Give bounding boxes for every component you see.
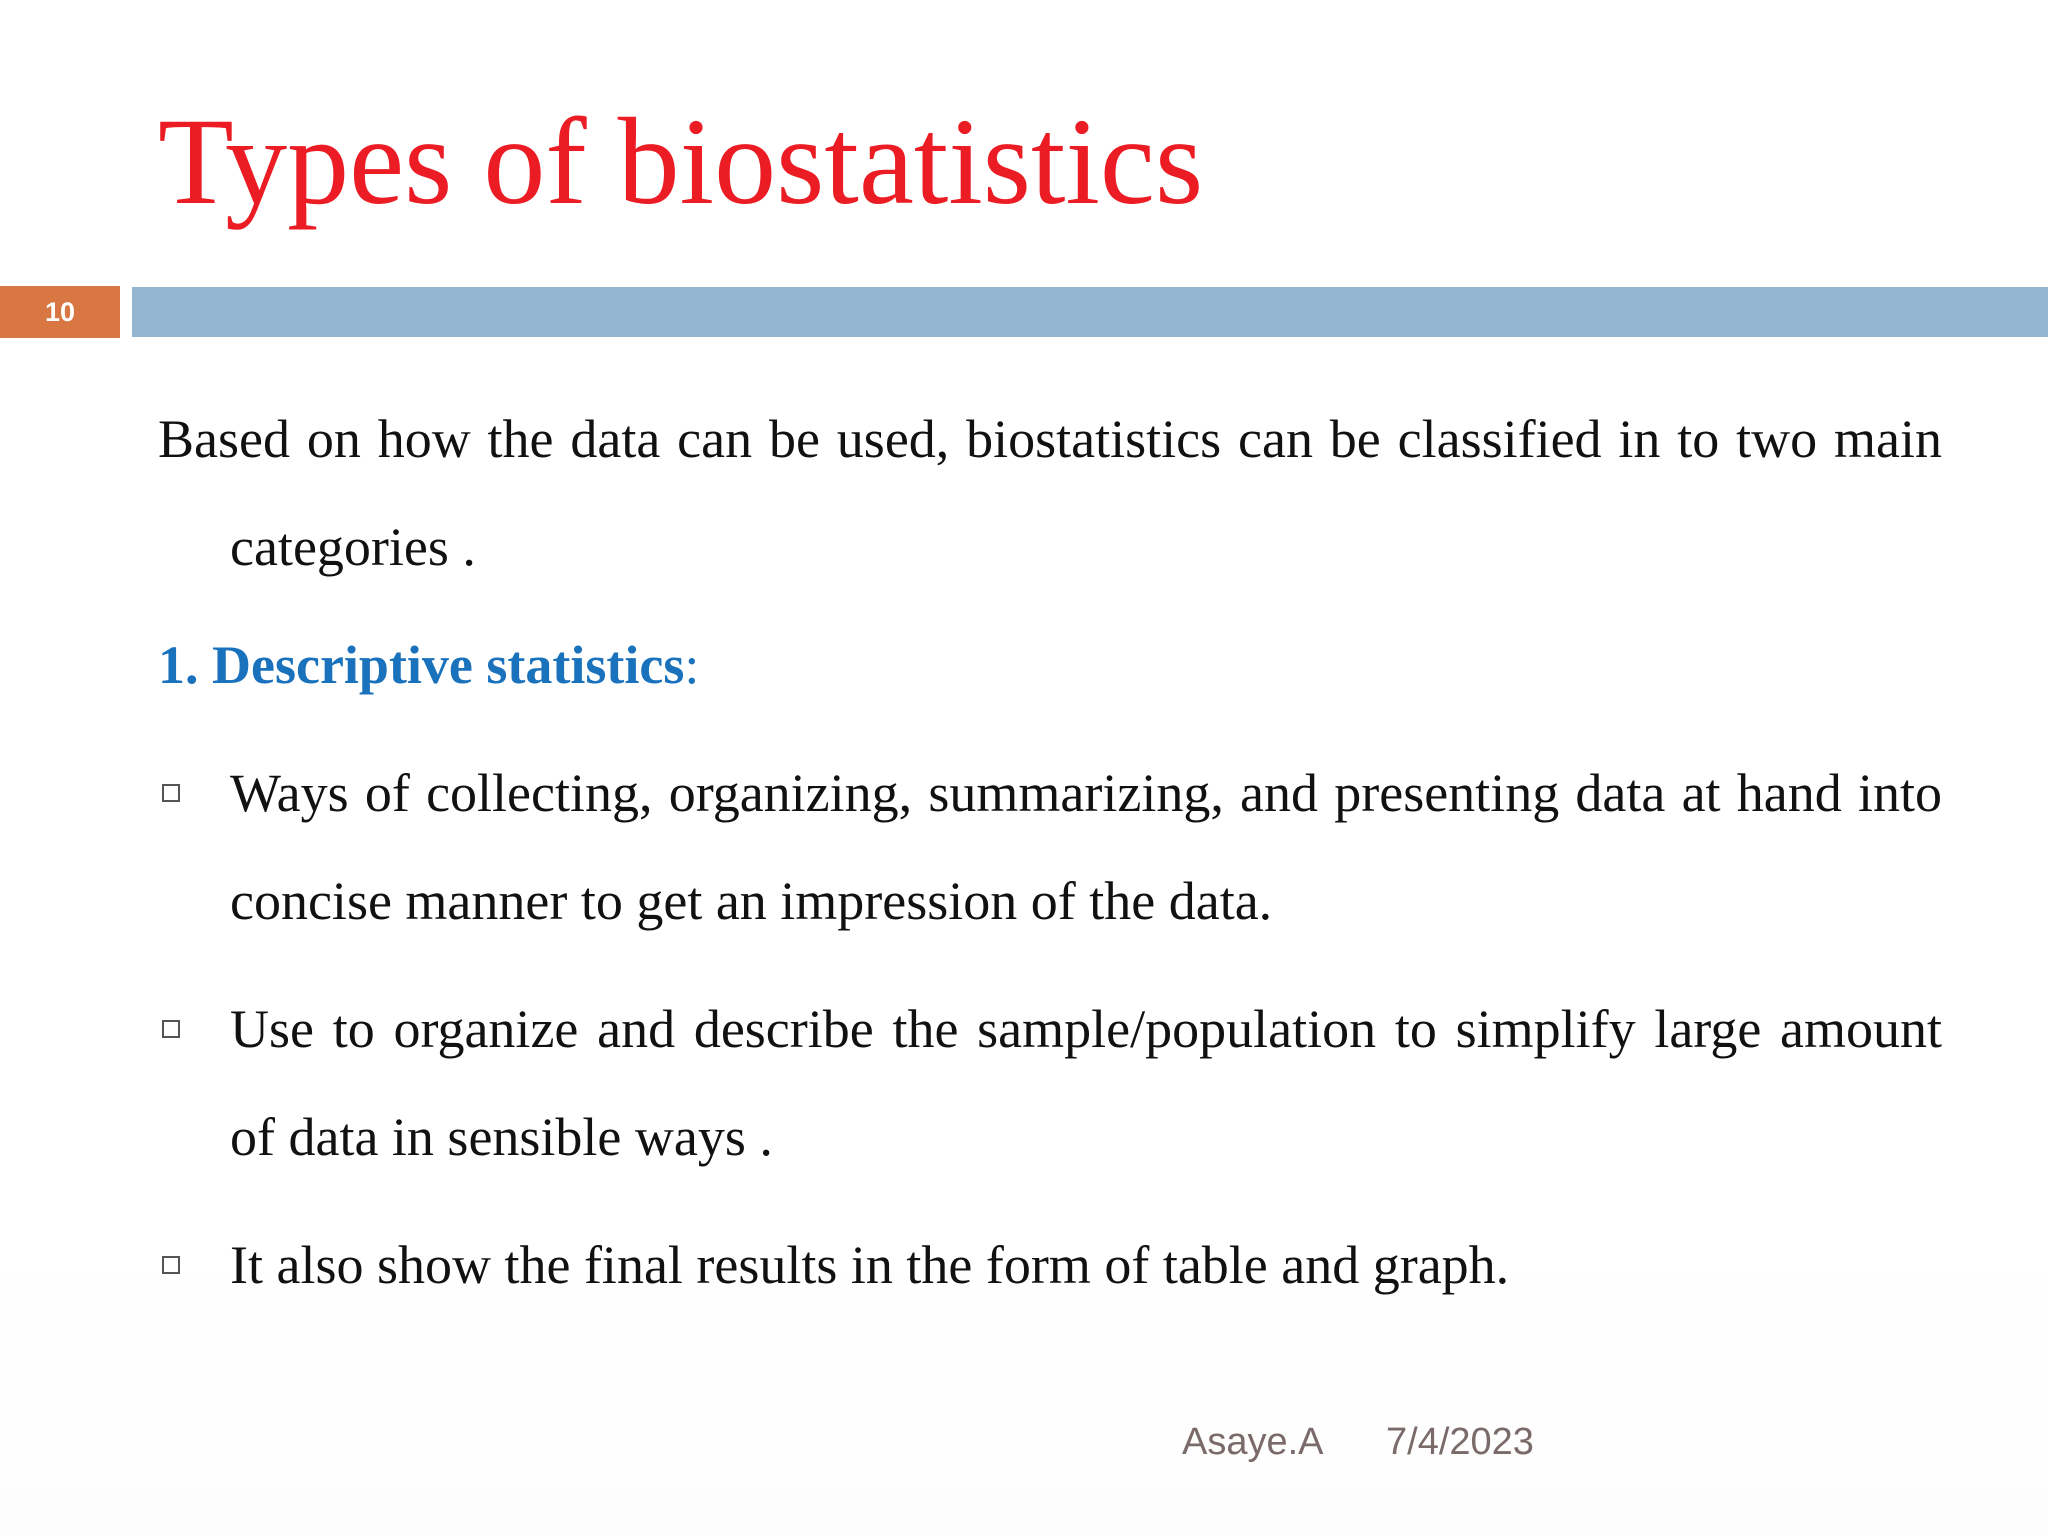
footer-date: 7/4/2023 [1386, 1421, 1534, 1463]
bullet-text: Ways of collecting, organizing, summarizing, and presenting data at hand into concise manner to get an impression of the data. [230, 763, 1942, 931]
title-divider-bar [132, 287, 2048, 337]
section-heading-colon: : [684, 635, 700, 695]
bullet-text: It also show the final results in the form of table and graph. [230, 1235, 1510, 1295]
section-heading-label: 1. Descriptive statistics [158, 635, 685, 695]
square-bullet-icon [162, 1256, 180, 1274]
bullet-item [158, 739, 1942, 955]
slide-number-badge: 10 [0, 286, 120, 338]
bullet-item [158, 1211, 1942, 1319]
slide-title: Types of biostatistics [158, 93, 1204, 230]
slide-body [158, 385, 1942, 1319]
section-heading [158, 611, 1942, 719]
intro-paragraph: Based on how the data can be used, biostatistics can be classified in to two main categories . [158, 409, 1942, 577]
bullet-text: Use to organize and describe the sample/population to simplify large amount of data in sensible ways . [230, 999, 1942, 1167]
square-bullet-icon [162, 784, 180, 802]
square-bullet-icon [162, 1020, 180, 1038]
bullet-item [158, 975, 1942, 1191]
footer-author: Asaye.A [1182, 1421, 1324, 1463]
